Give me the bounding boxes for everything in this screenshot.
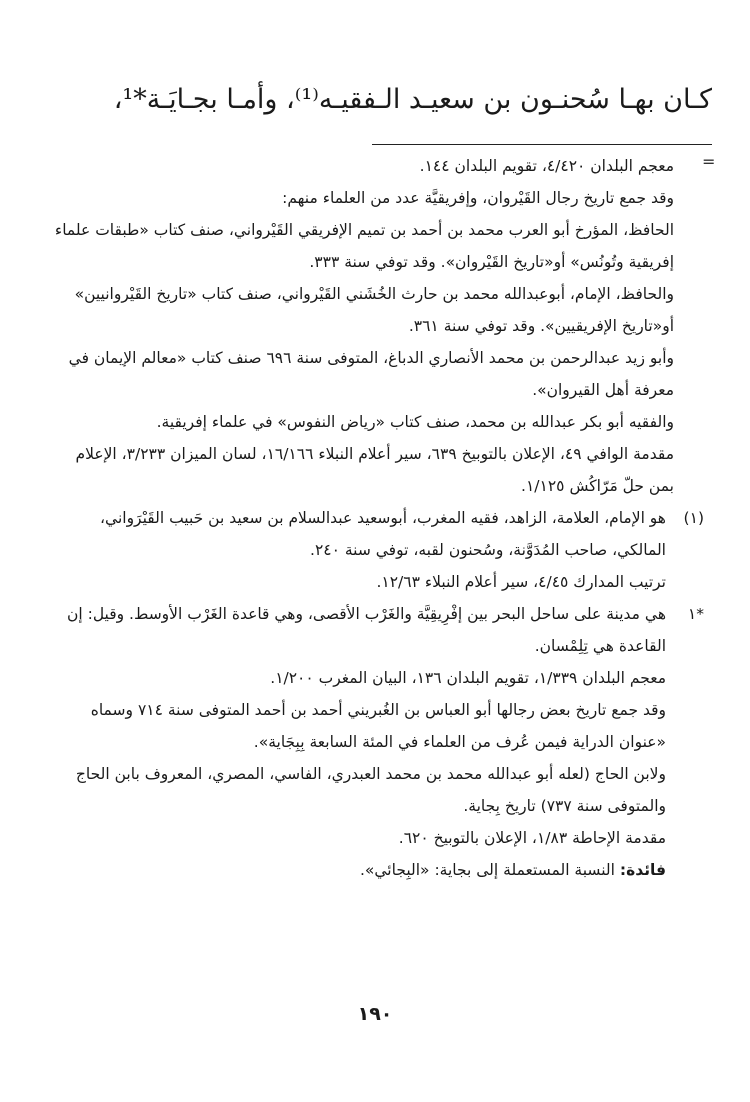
note-paragraph: والحافظ، الإمام، أبوعبدالله محمد بن حارث الخُشَني القَيْرواني، صنف كتاب «تاريخ القَيْروانيين» أو«تاريخ الإفريقيين». وقد توفي سنة ٣٦١. [74, 285, 674, 335]
main-text-line: كـان بهـا سُحنـون بن سعيـد الـفقيـه⁽¹⁾، وأمـا بجـايَـة*¹، [113, 84, 712, 115]
note-paragraph: والفقيه أبو بكر عبدالله بن محمد، صنف كتاب «رياض النفوس» في علماء إفريقية. [156, 413, 674, 431]
note-paragraph: وأبو زيد عبدالرحمن بن محمد الأنصاري الدباغ، المتوفى سنة ٦٩٦ صنف كتاب «معالم الإيمان في معرفة أهل القيروان». [68, 349, 674, 399]
note-paragraph: الحافظ، المؤرخ أبو العرب محمد بن أحمد بن تميم الإفريقي القَيْرواني، صنف كتاب «طبقات علماء إفريقية وتُونُس» أو«تاريخ القَيْروان». وقد توفي سنة ٣٣٣. [54, 221, 674, 271]
continuation-mark: = [702, 152, 716, 171]
footnote-1-ref: ترتيب المدارك ٤/٤٥، سير أعلام النبلاء ١٢/٦٣. [376, 573, 666, 591]
footnote-star-para: مقدمة الإحاطة ١/٨٣، الإعلان بالتوبيخ ٦٢٠. [398, 829, 666, 847]
page-number: ١٩٠ [357, 1003, 393, 1025]
footnote-1-text: هو الإمام، العلامة، الزاهد، فقيه المغرب، أبوسعيد عبدالسلام بن سعيد بن حَبيب القَيْرَواني، المالكي، صاحب المُدَوَّنة، وسُحنون لقبه، توفي سنة ٢٤٠. [100, 509, 666, 559]
footnote-1 [54, 502, 704, 598]
benefit-label: فائدة: [619, 861, 666, 879]
footnote-star-para: وقد جمع تاريخ بعض رجالها أبو العباس بن الغُبريني أحمد بن أحمد المتوفى سنة ٧١٤ وسماه «عنوان الدراية فيمن عُرف من العلماء في المئة السابعة بِبِجَاية». [90, 701, 666, 751]
footnote-star-marker: *١ [687, 605, 704, 623]
footnote-star-benefit [54, 854, 666, 886]
footnote-separator [372, 144, 712, 145]
footnote-star-text: هي مدينة على ساحل البحر بين إفْرِيقِيَّة والغَرْب الأقصى، وهي قاعدة الغَرْب الأوسط. وقيل: إن القاعدة هي تِلِمْسان. [66, 605, 666, 655]
footnote-star-para: معجم البلدان ١/٣٣٩، تقويم البلدان ١٣٦، البيان المغرب ١/٢٠٠. [270, 669, 666, 687]
footnote-star [54, 598, 704, 886]
footnote-1-marker: (١) [683, 509, 704, 527]
note-paragraph: معجم البلدان ٤/٤٢٠، تقويم البلدان ١٤٤. [419, 157, 674, 175]
note-paragraph: مقدمة الوافي ٤٩، الإعلان بالتوبيخ ٦٣٩، سير أعلام النبلاء ١٦/١٦٦، لسان الميزان ٣/٢٣٣، الإعلام بمن حلّ مَرّاكُش ١/١٢٥. [75, 445, 674, 495]
note-paragraph: وقد جمع تاريخ رجال القَيْروان، وإفريقيَّة عدد من العلماء منهم: [282, 189, 674, 207]
benefit-text: النسبة المستعملة إلى بجاية: «البِجائي». [359, 861, 615, 879]
footnotes-block [54, 150, 704, 886]
footnote-star-para: ولابن الحاج (لعله أبو عبدالله محمد بن محمد العبدري، الفاسي، المصري، المعروف بابن الحاج والمتوفى سنة ٧٣٧) تاريخ بِجاية. [75, 765, 666, 815]
